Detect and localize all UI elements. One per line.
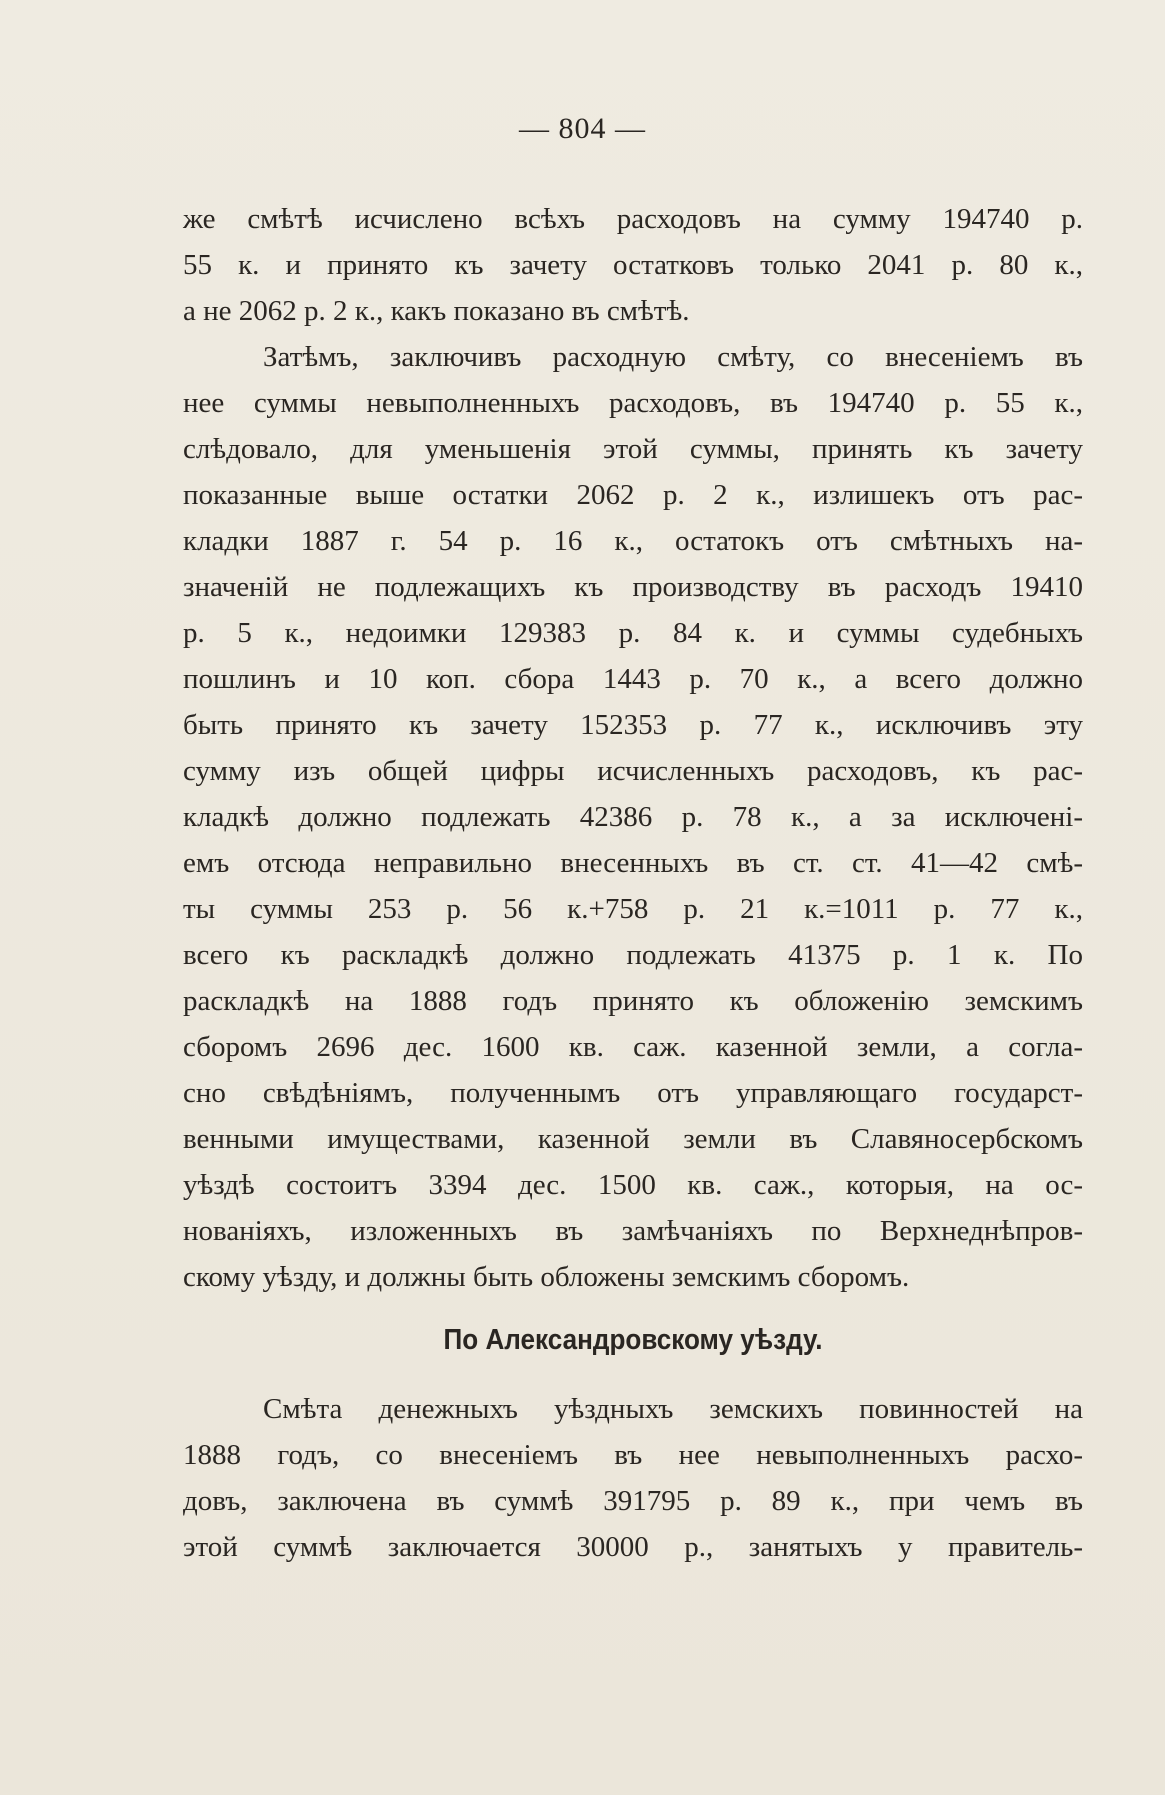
text-line: этой суммѣ заключается 30000 р., занятыхъ у правитель-	[183, 1531, 1083, 1563]
text-line: раскладкѣ на 1888 годъ принято къ обложенію земскимъ	[183, 985, 1083, 1017]
text-line: сно свѣдѣніямъ, полученнымъ отъ управляющаго государст-	[183, 1077, 1083, 1109]
text-line: Смѣта денежныхъ уѣздныхъ земскихъ повинностей на	[263, 1393, 1083, 1425]
text-line: сумму изъ общей цифры исчисленныхъ расходовъ, къ рас-	[183, 755, 1083, 787]
text-line: р. 5 к., недоимки 129383 р. 84 к. и суммы судебныхъ	[183, 617, 1083, 649]
page-number: — 804 —	[519, 112, 646, 145]
text-line: 1888 годъ, со внесеніемъ въ нее невыполненныхъ расхо-	[183, 1439, 1083, 1471]
text-line: быть принято къ зачету 152353 р. 77 к., исключивъ эту	[183, 709, 1083, 741]
text-line: нее суммы невыполненныхъ расходовъ, въ 194740 р. 55 к.,	[183, 387, 1083, 419]
text-line: емъ отсюда неправильно внесенныхъ въ ст. ст. 41—42 смѣ-	[183, 847, 1083, 879]
paragraph-1	[183, 196, 1083, 334]
text-line: пошлинъ и 10 коп. сбора 1443 р. 70 к., а всего должно	[183, 663, 1083, 695]
text-line: уѣздѣ состоитъ 3394 дес. 1500 кв. саж., которыя, на ос-	[183, 1169, 1083, 1201]
text-line: кладкѣ должно подлежать 42386 р. 78 к., а за исключені-	[183, 801, 1083, 833]
text-line: сборомъ 2696 дес. 1600 кв. саж. казенной земли, а согла-	[183, 1031, 1083, 1063]
text-line: кладки 1887 г. 54 р. 16 к., остатокъ отъ смѣтныхъ на-	[183, 525, 1083, 557]
text-line: всего къ раскладкѣ должно подлежать 41375 р. 1 к. По	[183, 939, 1083, 971]
text-line: слѣдовало, для уменьшенія этой суммы, принять къ зачету	[183, 433, 1083, 465]
text-line: Затѣмъ, заключивъ расходную смѣту, со внесеніемъ въ	[263, 341, 1083, 373]
text-line: значеній не подлежащихъ къ производству въ расходъ 19410	[183, 571, 1083, 603]
text-line: ты суммы 253 р. 56 к.+758 р. 21 к.=1011 р. 77 к.,	[183, 893, 1083, 925]
text-line: 55 к. и принято къ зачету остатковъ только 2041 р. 80 к.,	[183, 249, 1083, 281]
text-line: венными имуществами, казенной земли въ Славяносербскомъ	[183, 1123, 1083, 1155]
text-line: показанные выше остатки 2062 р. 2 к., излишекъ отъ рас-	[183, 479, 1083, 511]
text-line: скому уѣзду, и должны быть обложены земскимъ сборомъ.	[183, 1261, 910, 1293]
paragraph-2	[183, 334, 1083, 1300]
text-line: довъ, заключена въ суммѣ 391795 р. 89 к., при чемъ въ	[183, 1485, 1083, 1517]
text-line: а не 2062 р. 2 к., какъ показано въ смѣтѣ.	[183, 295, 690, 327]
paragraph-3	[183, 1386, 1083, 1570]
text-line: же смѣтѣ исчислено всѣхъ расходовъ на сумму 194740 р.	[183, 203, 1083, 235]
text-body	[183, 196, 1083, 1570]
text-line: нованіяхъ, изложенныхъ въ замѣчаніяхъ по Верхнеднѣпров-	[183, 1215, 1083, 1247]
section-heading: По Александровскому уѣзду.	[443, 1324, 823, 1356]
